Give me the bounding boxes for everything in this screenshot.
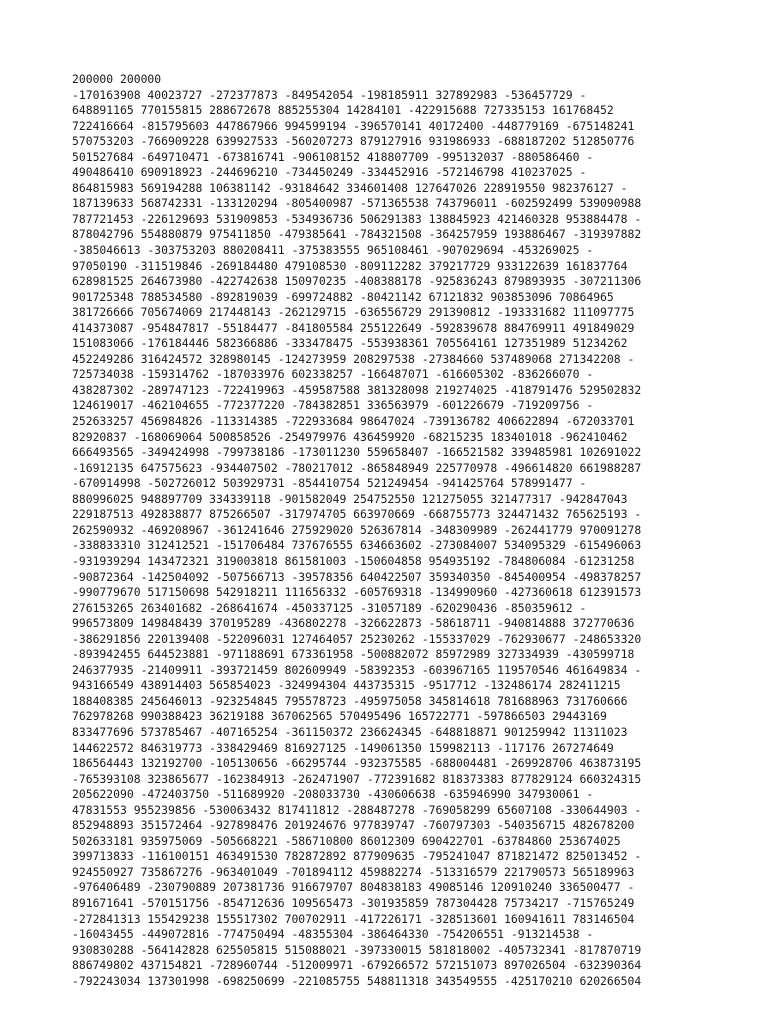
text-line: -16043455 -449072816 -774750494 -48355304 -386464330 -754206551 -913214538 - <box>72 927 594 942</box>
text-line: -170163908 40023727 -272377873 -849542054 -198185911 327892983 -536457729 - <box>72 87 587 102</box>
text-line: 628981525 264673980 -422742638 150970235 -408388178 -925836243 879893935 -307211306 <box>72 274 642 289</box>
text-line: 943166549 438914403 565854023 -324994304 443735315 -9517712 -132486174 282411215 <box>72 678 621 693</box>
text-line: 188408385 245646013 -923254845 795578723 -495975058 345814618 781688963 731760666 <box>72 693 628 708</box>
text-line: -976406489 -230790889 207381736 916679707 804838183 49085146 120910240 336500477 - <box>72 880 635 895</box>
text-line: 502633181 935975069 -505668221 -586710800 86012309 690422701 -63784860 253674025 <box>72 833 621 848</box>
text-line: -931939294 143472321 319003818 861581003 -150604858 954935192 -784806084 -61231258 <box>72 553 635 568</box>
text-line: 276153265 263401682 -268641674 -450337125 -31057189 -620290436 -850359612 - <box>72 600 587 615</box>
text-line: 924550927 735867276 -963401049 -701894112 459882274 -513316579 221790573 565189963 <box>72 864 635 879</box>
text-line: 852948893 351572464 -927898476 201924676 977839747 -760797303 -540356715 482678200 <box>72 818 635 833</box>
text-line: 151083066 -176184446 582366886 -333478475 -553938361 705564161 127351989 51234262 <box>72 336 628 351</box>
text-line: -765393108 323865677 -162384913 -262471907 -772391682 818373383 877829124 660324315 <box>72 771 642 786</box>
text-line: 501527684 -649710471 -673816741 -906108152 418807709 -995132037 -880586460 - <box>72 149 594 164</box>
text-line: -90872364 -142504092 -507566713 -39578356 640422507 359340350 -845400954 -498378257 <box>72 569 642 584</box>
text-line: 452249286 316424572 328980145 -124273959 208297538 -27384660 537489068 271342208 - <box>72 351 635 366</box>
text-line: 97050190 -311519846 -269184480 479108530 -809112282 379217729 933122639 161837764 <box>72 258 628 273</box>
text-line: -990779670 517150698 542918211 111656332 -605769318 -134990960 -427360618 612391573 <box>72 585 642 600</box>
text-line: 246377935 -21409911 -393721459 802609949 -58392353 -603967165 119570546 461649834 - <box>72 662 642 677</box>
text-line: 864815983 569194288 106381142 -93184642 334601408 127647026 228919550 982376127 - <box>72 180 628 195</box>
text-line: 996573809 149848439 370195289 -436802278 -326622873 -58618711 -940814888 372770636 <box>72 616 635 631</box>
text-line: -272841313 155429238 155517302 700702911 -417226171 -328513601 160941611 783146504 <box>72 911 635 926</box>
text-line: 124619017 -462104655 -772377220 -784382851 336563979 -601226679 -719209756 - <box>72 398 594 413</box>
text-line: 787721453 -226129693 531909853 -534936736 506291383 138845923 421460328 953884478 - <box>72 211 642 226</box>
text-line: 399713833 -116100151 463491530 782872892 877909635 -795241047 871821472 825013452 - <box>72 849 642 864</box>
text-line: 229187513 492838877 875266507 -317974705 663970669 -668755773 324471432 765625193 - <box>72 507 642 522</box>
document-page <box>72 72 702 989</box>
text-line: 82920837 -168069064 500858526 -254979976 436459920 -68215235 183401018 -962410462 <box>72 429 628 444</box>
text-line: 570753203 -766909228 639927533 -560207273 879127916 931986933 -688187202 512850776 <box>72 134 635 149</box>
text-line: 200000 200000 <box>72 72 162 86</box>
text-line: 490486410 690918923 -244696210 -734450249 -334452916 -572146798 410237025 - <box>72 165 587 180</box>
text-line: -338833310 312412521 -151706484 737676555 634663602 -273084007 534095329 -615496063 <box>72 538 642 553</box>
text-line: 878042796 554880879 975411850 -479385641 -784321508 -364257959 193886467 -319397882 <box>72 227 642 242</box>
text-line: 762978268 990388423 36219188 367062565 570495496 165722771 -597866503 29443169 <box>72 709 607 724</box>
text-line: 880996025 948897709 334339118 -901582049 254752550 121275055 321477317 -942847043 <box>72 491 628 506</box>
text-line: 438287302 -289747123 -722419963 -459587588 381328098 219274025 -418791476 529502832 <box>72 382 642 397</box>
text-line: 262590932 -469208967 -361241646 275929020 526367814 -348309989 -262441779 970091278 <box>72 522 642 537</box>
text-line: -792243034 137301998 -698250699 -221085755 548811318 343549555 -425170210 620266504 <box>72 973 642 988</box>
text-line: -386291856 220139408 -522096031 127464057 25230262 -155337029 -762930677 -248653320 <box>72 631 642 646</box>
text-line: 186564443 132192700 -105130656 -66295744 -932375585 -688004481 -269928706 463873195 <box>72 756 642 771</box>
text-line: 886749802 437154821 -728960744 -512009971 -679266572 572151073 897026504 -632390364 <box>72 958 642 973</box>
text-line: 722416664 -815795603 447867966 994599194 -396570141 40172400 -448779169 -675148241 <box>72 118 635 133</box>
text-line: 252633257 456984826 -113314385 -722933684 98647024 -739136782 406622894 -672033701 <box>72 414 635 429</box>
text-line: 666493565 -349424998 -799738186 -173011230 559658407 -166521582 339485981 102691022 <box>72 445 642 460</box>
text-line: -670914998 -502726012 503929731 -854410754 521249454 -941425764 578991477 - <box>72 476 587 491</box>
text-line: 187139633 568742331 -133120294 -805400987 -571365538 743796011 -602592499 539090988 <box>72 196 642 211</box>
text-line: -385046613 -303753203 880208411 -375383555 965108461 -907029694 -453269025 - <box>72 243 594 258</box>
text-line: -893942455 644523881 -971188691 673361958 -500882072 85972989 327334939 -430599718 <box>72 647 635 662</box>
text-line: 930830288 -564142828 625505815 515088021 -397330015 581818002 -405732341 -817870719 <box>72 942 642 957</box>
text-line: 47831553 955239856 -530063432 817411812 -288487278 -769058299 65607108 -330644903 - <box>72 802 642 817</box>
text-line: 648891165 770155815 288672678 885255304 14284101 -422915688 727335153 161768452 <box>72 103 614 118</box>
text-line: 833477696 573785467 -407165254 -361150372 236624345 -648818871 901259942 11311023 <box>72 724 628 739</box>
text-line: 891671641 -570151756 -854712636 109565473 -301935859 787304428 75734217 -715765249 <box>72 895 635 910</box>
text-line: 725734038 -159314762 -187033976 602338257 -166487071 -616605302 -836266070 - <box>72 367 594 382</box>
text-line: -16912135 647575623 -934407502 -780217012 -865848949 225770978 -496614820 661988287 <box>72 460 642 475</box>
text-line: 205622090 -472403750 -511689920 -208033730 -430606638 -635946990 347930061 - <box>72 787 594 802</box>
text-line: 414373087 -954847817 -55184477 -841805584 255122649 -592839678 884769911 491849029 <box>72 320 635 335</box>
text-line: 901725348 788534580 -892819039 -699724882 -80421142 67121832 903853096 70864965 <box>72 289 614 304</box>
text-line: 144622572 846319773 -338429469 816927125 -149061350 159982113 -117176 267274649 <box>72 740 614 755</box>
text-line: 381726666 705674069 217448143 -262129715 -636556729 291390812 -193331682 111097775 <box>72 305 635 320</box>
